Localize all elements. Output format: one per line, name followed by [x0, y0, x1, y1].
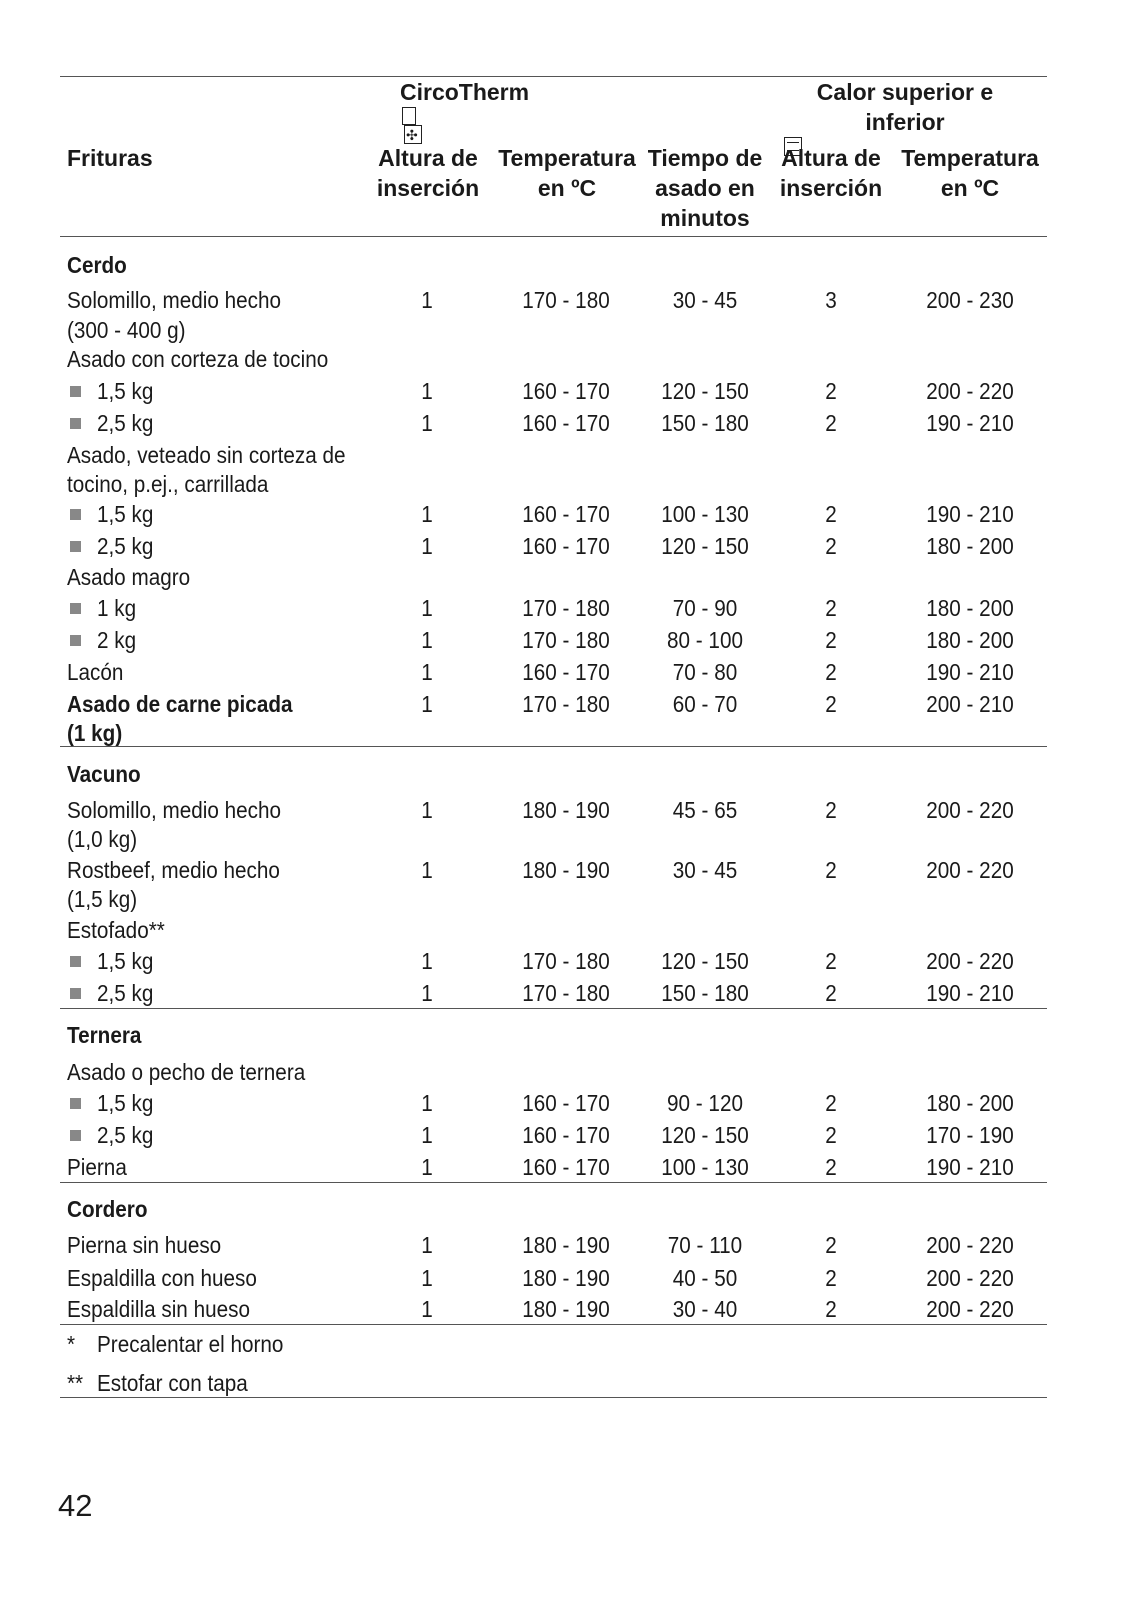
table-cell: 1: [421, 501, 433, 527]
table-cell: 120 - 150: [661, 948, 749, 974]
footnote-mark: *: [67, 1331, 76, 1357]
table-cell: 160 - 170: [522, 1090, 610, 1116]
table-cell: 160 - 170: [522, 410, 610, 436]
bullet-icon: [70, 509, 81, 520]
table-cell: 190 - 210: [926, 501, 1014, 527]
row-label: Asado, veteado sin corteza de: [67, 442, 346, 468]
row-label: Estofado**: [67, 917, 165, 943]
table-cell: 200 - 220: [926, 857, 1014, 883]
row-label: 1,5 kg: [97, 501, 154, 527]
bullet-icon: [70, 988, 81, 999]
table-cell: 160 - 170: [522, 1154, 610, 1180]
table-cell: 190 - 210: [926, 410, 1014, 436]
group-header-line2: inferior: [865, 109, 945, 135]
table-cell: 1: [421, 1296, 433, 1322]
table-cell: 170 - 180: [522, 948, 610, 974]
table-cell: 30 - 45: [672, 857, 738, 883]
table-cell: 2: [825, 627, 837, 653]
table-cell: 190 - 210: [926, 1154, 1014, 1180]
table-cell: 70 - 90: [672, 595, 738, 621]
table-cell: 180 - 190: [522, 1265, 610, 1291]
table-cell: 40 - 50: [672, 1265, 738, 1291]
col-header-frituras-text: Frituras: [67, 145, 153, 171]
col-header-text: en ºC: [537, 175, 597, 201]
col-header-temperatura-2: [895, 143, 1045, 203]
col-header-text: Tiempo de: [647, 145, 763, 171]
table-cell: 160 - 170: [522, 533, 610, 559]
table-cell: 90 - 120: [667, 1090, 743, 1116]
table-cell: 1: [421, 857, 433, 883]
table-cell: 170 - 180: [522, 691, 610, 717]
table-cell: 160 - 170: [522, 659, 610, 685]
table-cell: 190 - 210: [926, 659, 1014, 685]
row-label: Rostbeef, medio hecho: [67, 857, 280, 883]
table-cell: 1: [421, 1122, 433, 1148]
table-cell: 200 - 220: [926, 948, 1014, 974]
section-title-vacuno: Vacuno: [67, 761, 141, 787]
table-cell: 70 - 80: [672, 659, 738, 685]
row-label: 2,5 kg: [97, 1122, 154, 1148]
section-title-cordero: Cordero: [67, 1196, 148, 1222]
bullet-icon: [70, 418, 81, 429]
bullet-icon: [70, 603, 81, 614]
col-header-text: Altura de: [781, 145, 881, 171]
table-cell: 170 - 180: [522, 627, 610, 653]
table-cell: 1: [421, 659, 433, 685]
table-cell: 2: [825, 1122, 837, 1148]
col-header-altura-2: [770, 143, 892, 203]
table-cell: 2: [825, 857, 837, 883]
bullet-icon: [70, 386, 81, 397]
table-cell: 1: [421, 1090, 433, 1116]
row-label: (300 - 400 g): [67, 317, 186, 343]
section-title-ternera: Ternera: [67, 1022, 142, 1048]
section-title-cerdo: Cerdo: [67, 252, 127, 278]
table-cell: 2: [825, 691, 837, 717]
row-label: 2 kg: [97, 627, 137, 653]
table-cell: 45 - 65: [672, 797, 738, 823]
table-cell: 2: [825, 659, 837, 685]
row-label: 2,5 kg: [97, 533, 154, 559]
bullet-icon: [70, 956, 81, 967]
table-cell: 180 - 190: [522, 857, 610, 883]
table-cell: 170 - 180: [522, 595, 610, 621]
footnote-text: Estofar con tapa: [97, 1370, 248, 1396]
table-cell: 80 - 100: [667, 627, 743, 653]
table-cell: 180 - 200: [926, 1090, 1014, 1116]
page-number: 42: [58, 1488, 93, 1523]
table-cell: 3: [825, 287, 837, 313]
table-cell: 1: [421, 691, 433, 717]
table-cell: 1: [421, 595, 433, 621]
footnote-mark: **: [67, 1370, 84, 1396]
table-cell: 1: [421, 948, 433, 974]
col-header-altura-1: [368, 143, 488, 203]
row-label: Solomillo, medio hecho: [67, 287, 282, 313]
table-cell: 190 - 210: [926, 980, 1014, 1006]
table-cell: 2: [825, 980, 837, 1006]
table-cell: 60 - 70: [672, 691, 738, 717]
table-cell: 30 - 40: [672, 1296, 738, 1322]
table-cell: 200 - 220: [926, 797, 1014, 823]
table-cell: 2: [825, 1154, 837, 1180]
group-header-line1: Calor superior e: [816, 79, 994, 105]
row-label: 1,5 kg: [97, 378, 154, 404]
row-label: Espaldilla sin hueso: [67, 1296, 250, 1322]
row-label: (1,0 kg): [67, 826, 138, 852]
col-header-text: Altura de: [378, 145, 478, 171]
col-header-text: Temperatura: [901, 145, 1039, 171]
table-cell: 180 - 200: [926, 533, 1014, 559]
row-label: Lacón: [67, 659, 124, 685]
table-cell: 200 - 220: [926, 1265, 1014, 1291]
row-label: Asado de carne picada: [67, 691, 293, 717]
col-header-text: asado en: [655, 175, 755, 201]
section-rule: [60, 1182, 1047, 1183]
row-label: Espaldilla con hueso: [67, 1265, 257, 1291]
table-cell: 180 - 190: [522, 797, 610, 823]
row-label: Asado con corteza de tocino: [67, 346, 329, 372]
table-cell: 1: [421, 1232, 433, 1258]
header-bottom-rule: [60, 236, 1047, 237]
table-cell: 180 - 190: [522, 1296, 610, 1322]
col-header-text: en ºC: [940, 175, 1000, 201]
table-cell: 180 - 200: [926, 595, 1014, 621]
table-cell: 2: [825, 1296, 837, 1322]
col-header-frituras: [67, 143, 153, 173]
table-cell: 180 - 200: [926, 627, 1014, 653]
table-cell: 1: [421, 797, 433, 823]
table-cell: 100 - 130: [661, 501, 749, 527]
table-cell: 120 - 150: [661, 1122, 749, 1148]
table-cell: 200 - 220: [926, 1232, 1014, 1258]
col-header-temperatura-1: [492, 143, 642, 203]
table-cell: 200 - 230: [926, 287, 1014, 313]
table-cell: 160 - 170: [522, 501, 610, 527]
table-cell: 200 - 220: [926, 378, 1014, 404]
row-label: Solomillo, medio hecho: [67, 797, 282, 823]
row-label: Asado magro: [67, 564, 191, 590]
row-label: 1 kg: [97, 595, 137, 621]
row-label: 2,5 kg: [97, 980, 154, 1006]
row-label: Asado o pecho de ternera: [67, 1059, 306, 1085]
table-cell: 1: [421, 1265, 433, 1291]
col-header-text: minutos: [660, 205, 750, 231]
table-cell: 1: [421, 410, 433, 436]
table-cell: 150 - 180: [661, 980, 749, 1006]
table-cell: 2: [825, 1232, 837, 1258]
table-cell: 160 - 170: [522, 378, 610, 404]
table-cell: 70 - 110: [667, 1232, 743, 1258]
col-header-tiempo: [642, 143, 768, 233]
row-label: (1 kg): [67, 720, 123, 746]
table-cell: 170 - 190: [926, 1122, 1014, 1148]
bullet-icon: [70, 1130, 81, 1141]
section-rule: [60, 1324, 1047, 1325]
bullet-icon: [70, 1098, 81, 1109]
row-label: Pierna: [67, 1154, 127, 1180]
table-cell: 2: [825, 1265, 837, 1291]
footnote-text: Precalentar el horno: [97, 1331, 284, 1357]
table-cell: 170 - 180: [522, 287, 610, 313]
row-label: 1,5 kg: [97, 948, 154, 974]
table-cell: 1: [421, 627, 433, 653]
table-cell: 2: [825, 410, 837, 436]
table-cell: 2: [825, 378, 837, 404]
table-cell: 1: [421, 287, 433, 313]
table-cell: 2: [825, 595, 837, 621]
table-cell: 1: [421, 1154, 433, 1180]
row-label: (1,5 kg): [67, 886, 138, 912]
bullet-icon: [70, 635, 81, 646]
section-rule: [60, 1008, 1047, 1009]
table-cell: 170 - 180: [522, 980, 610, 1006]
fan-icon: [404, 125, 422, 144]
row-label: Pierna sin hueso: [67, 1232, 222, 1258]
table-cell: 180 - 190: [522, 1232, 610, 1258]
table-cell: 160 - 170: [522, 1122, 610, 1148]
table-cell: 120 - 150: [661, 378, 749, 404]
table-cell: 1: [421, 980, 433, 1006]
section-rule: [60, 746, 1047, 747]
table-cell: 1: [421, 533, 433, 559]
group-header-circotherm: [400, 77, 600, 144]
col-header-text: inserción: [779, 175, 883, 201]
table-cell: 2: [825, 1090, 837, 1116]
table-cell: 200 - 210: [926, 691, 1014, 717]
col-header-text: inserción: [376, 175, 480, 201]
row-label: 2,5 kg: [97, 410, 154, 436]
table-cell: 2: [825, 797, 837, 823]
table-cell: 1: [421, 378, 433, 404]
row-label: 1,5 kg: [97, 1090, 154, 1116]
table-cell: 100 - 130: [661, 1154, 749, 1180]
table-cell: 2: [825, 533, 837, 559]
table-cell: 2: [825, 501, 837, 527]
table-cell: 2: [825, 948, 837, 974]
group-header-circotherm-text: CircoTherm: [400, 79, 530, 105]
table-bottom-rule: [60, 1397, 1047, 1398]
table-cell: 120 - 150: [661, 533, 749, 559]
table-cell: 200 - 220: [926, 1296, 1014, 1322]
bullet-icon: [70, 541, 81, 552]
col-header-text: Temperatura: [498, 145, 636, 171]
table-cell: 30 - 45: [672, 287, 738, 313]
table-cell: 150 - 180: [661, 410, 749, 436]
row-label: tocino, p.ej., carrillada: [67, 471, 269, 497]
